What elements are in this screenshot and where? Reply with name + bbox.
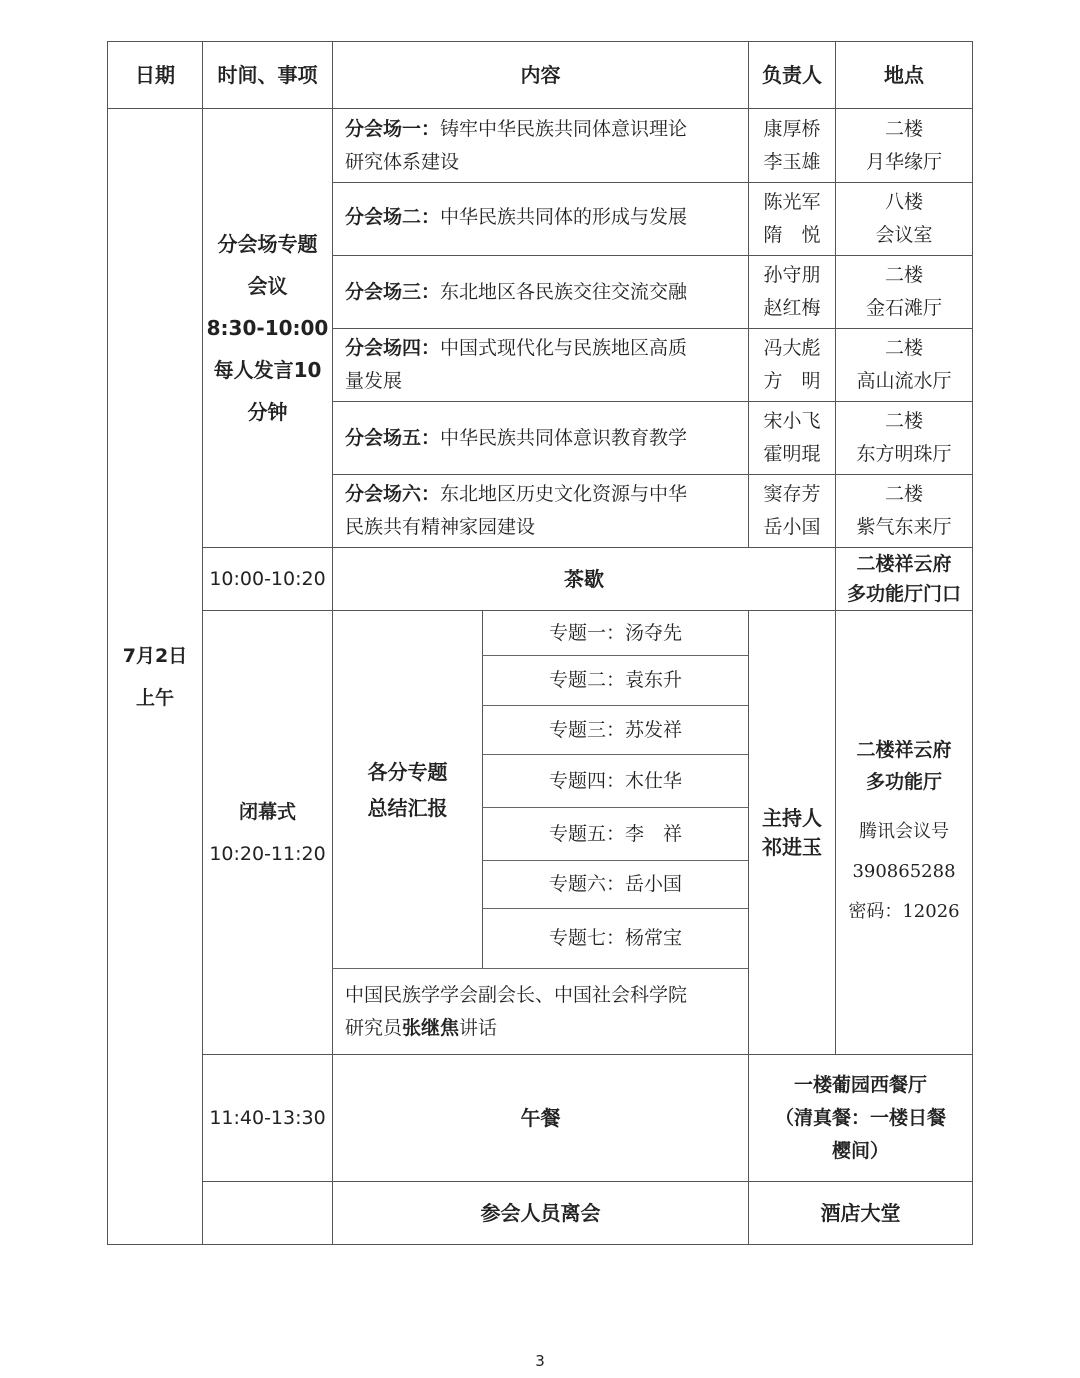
topic-3: 专题三：苏发祥 <box>548 718 682 741</box>
lunch-content: 午餐 <box>520 1105 561 1130</box>
tea-time: 10:00-10:20 <box>209 567 326 590</box>
topic-5: 专题五：李 祥 <box>548 822 682 845</box>
leave-location: 酒店大堂 <box>820 1200 901 1225</box>
session-6-content: 分会场六：东北地区历史文化资源与中华 民族共有精神家园建设 <box>345 483 688 538</box>
closing-summary: 各分专题 总结汇报 <box>367 759 448 820</box>
session-6-location: 二楼 紫气东来厅 <box>856 483 952 538</box>
closing-host: 主持人 祁进玉 <box>762 805 822 859</box>
session-5-content: 分会场五：中华民族共同体意识教育教学 <box>345 426 688 449</box>
session-5-persons: 宋小飞 霍明琨 <box>763 410 821 465</box>
border-right <box>972 41 973 1245</box>
topic-1: 专题一：汤夺先 <box>548 621 682 644</box>
tencent-meeting-label: 腾讯会议号 <box>859 820 949 842</box>
lunch-location: 一楼葡园西餐厅 （清真餐：一楼日餐 樱间） <box>774 1073 946 1162</box>
session-3-content: 分会场三：东北地区各民族交往交流交融 <box>345 280 688 303</box>
tencent-meeting-password: 密码：12026 <box>848 900 960 922</box>
header-location: 地点 <box>884 62 924 87</box>
border-bottom <box>107 1244 973 1245</box>
header-content: 内容 <box>520 62 561 87</box>
leave-content: 参会人员离会 <box>480 1200 601 1225</box>
session-6-persons: 窦存芳 岳小国 <box>763 483 821 538</box>
date-cell <box>108 109 202 1244</box>
session-4-persons: 冯大彪 方 明 <box>763 337 821 392</box>
closing-speech: 中国民族学学会副会长、中国社会科学院 研究员张继焦讲话 <box>345 983 688 1039</box>
topic-2: 专题二：袁东升 <box>548 669 682 691</box>
date-half: 上午 <box>135 686 174 709</box>
session-2-persons: 陈光军 隋 悦 <box>763 191 821 246</box>
date-day: 7月2日 <box>122 644 188 667</box>
tencent-meeting-id: 390865288 <box>852 860 956 882</box>
topic-6: 专题六：岳小国 <box>548 873 682 895</box>
closing-time: 闭幕式 10:20-11:20 <box>209 800 326 865</box>
tea-content: 茶歇 <box>564 566 604 591</box>
session-1-persons: 康厚桥 李玉雄 <box>763 117 821 173</box>
lunch-time: 11:40-13:30 <box>209 1106 326 1129</box>
closing-location: 二楼祥云府 多功能厅 腾讯会议号 390865288 密码：12026 <box>836 611 972 1054</box>
session-3-persons: 孙守朋 赵红梅 <box>763 264 821 319</box>
session-3-location: 二楼 金石滩厅 <box>865 264 942 319</box>
header-date: 日期 <box>135 62 175 87</box>
tea-location: 二楼祥云府 多功能厅门口 <box>846 553 961 605</box>
session-2-content: 分会场二：中华民族共同体的形成与发展 <box>345 206 688 228</box>
topic-4: 专题四：木仕华 <box>548 769 682 792</box>
header-person: 负责人 <box>762 62 822 87</box>
session-4-location: 二楼 高山流水厅 <box>856 337 952 392</box>
session-1-location: 二楼 月华缘厅 <box>865 117 942 173</box>
session-2-location: 八楼 会议室 <box>875 191 933 246</box>
session-1-content: 分会场一：铸牢中华民族共同体意识理论 研究体系建设 <box>345 117 688 173</box>
session-5-location: 二楼 东方明珠厅 <box>856 410 952 465</box>
topic-7: 专题七：杨常宝 <box>548 927 682 949</box>
session-4-content: 分会场四：中国式现代化与民族地区高质 量发展 <box>345 337 688 392</box>
header-time-item: 时间、事项 <box>217 62 318 87</box>
session-block-time: 分会场专题 会议 8:30-10:00 每人发言10 分钟 <box>206 232 329 424</box>
page-number: 3 <box>535 1352 545 1370</box>
